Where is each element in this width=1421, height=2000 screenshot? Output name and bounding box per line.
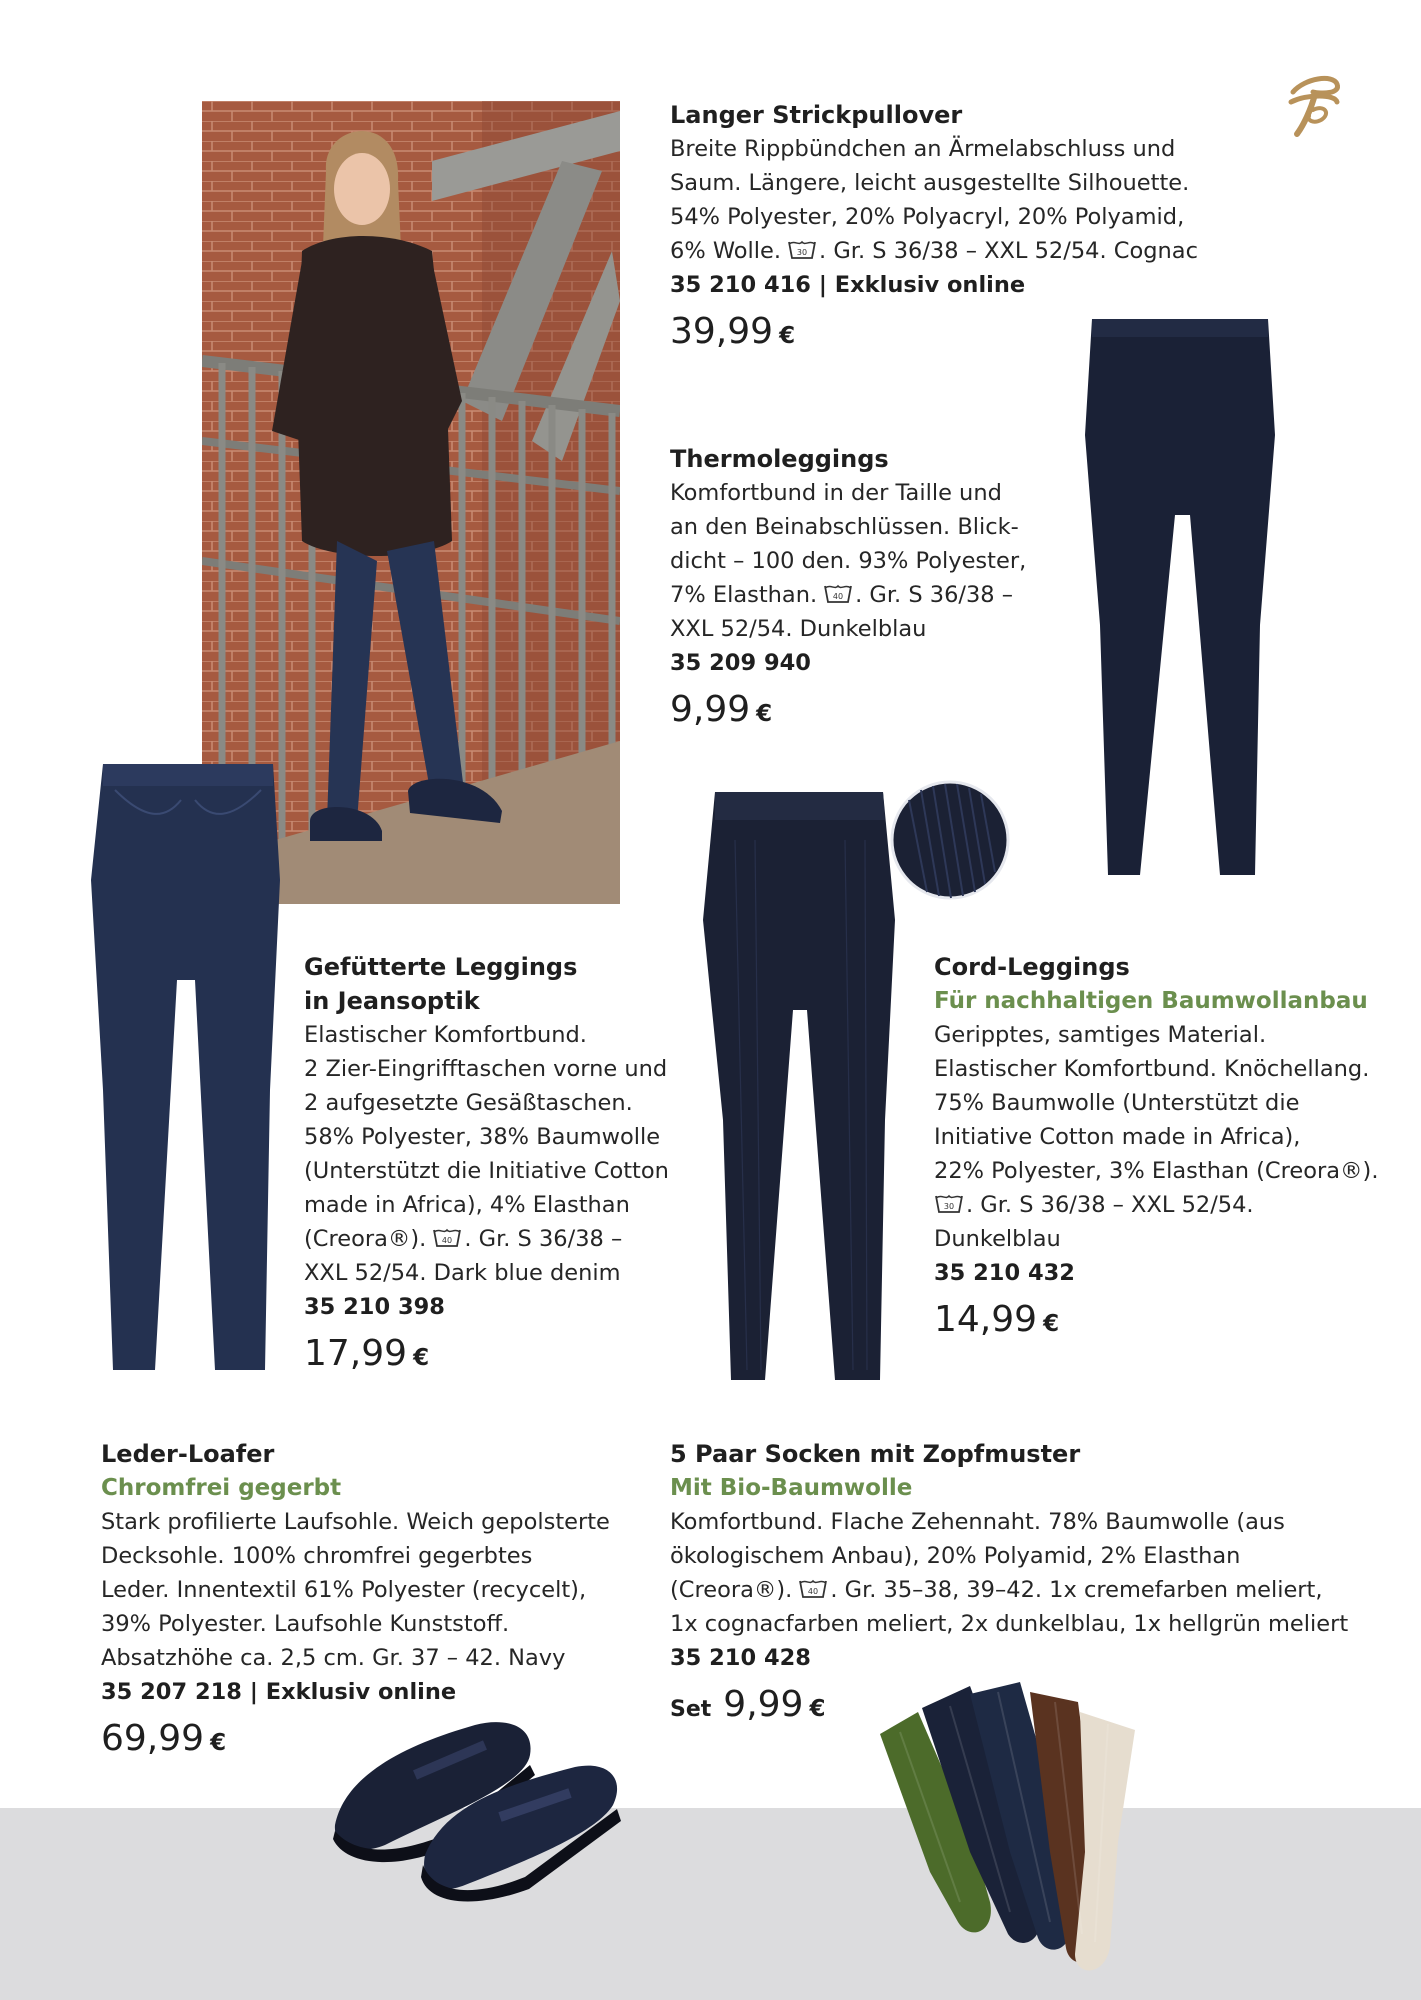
- svg-text:30: 30: [943, 1202, 955, 1211]
- thermo-sku: 35 209 940: [670, 650, 811, 676]
- jeans-price: 17,99 €: [304, 1333, 430, 1374]
- loafer-price: 69,99 €: [101, 1718, 227, 1759]
- loafer-image: [325, 1705, 625, 1905]
- tchibo-logo-icon: [1285, 70, 1345, 140]
- svg-text:40: 40: [442, 1236, 453, 1245]
- svg-text:40: 40: [808, 1587, 819, 1596]
- svg-text:30: 30: [796, 248, 808, 257]
- socks-subtitle: Mit Bio-Baumwolle: [670, 1475, 913, 1501]
- loafer-sku: 35 207 218 | Exklusiv online: [101, 1679, 457, 1705]
- socks-price: Set 9,99 €: [670, 1684, 826, 1725]
- cord-description: Geripptes, samtiges Material. Elastischer Komfortbund. Knöchellang. 75% Baumwolle (Unterstützt die Initiative Cotton made in Africa), 22% Polyester, 3% Elasthan (Creora®). 30 . Gr. S 36/38 – XXL 52/54. Dunkelblau: [934, 1022, 1379, 1252]
- jeans-title-line-1: Gefütterte Leggings: [304, 953, 578, 981]
- jeans-title-line-2: in Jeansoptik: [304, 987, 480, 1015]
- cord-sku: 35 210 432: [934, 1260, 1075, 1286]
- loafer-subtitle: Chromfrei gegerbt: [101, 1475, 342, 1501]
- jeans-leggings-image: [85, 760, 285, 1375]
- pullover-sku: 35 210 416 | Exklusiv online: [670, 272, 1026, 298]
- product-jeans-leggings: [304, 950, 684, 1376]
- thermoleggings-image: [1080, 315, 1280, 885]
- wash-30-icon: [787, 238, 817, 260]
- product-cord-leggings: [934, 950, 1394, 1342]
- thermo-price: 9,99 €: [670, 689, 773, 730]
- socks-sku: 35 210 428: [670, 1645, 811, 1671]
- socks-description: Komfortbund. Flache Zehennaht. 78% Baumwolle (aus ökologischem Anbau), 20% Polyamid, 2% Elasthan (Creora®). 40 . Gr. 35–38, 39–42. 1x cremefarben meliert, 1x cognacfarben meliert, 2x dunkelblau, 1x hellgrün meliert: [670, 1509, 1349, 1637]
- thermo-title: Thermoleggings: [670, 445, 889, 473]
- cord-subtitle: Für nachhaltigen Baumwollanbau: [934, 988, 1368, 1014]
- loafer-title: Leder-Loafer: [101, 1440, 275, 1468]
- cord-title: Cord-Leggings: [934, 953, 1130, 981]
- pullover-price: 39,99 €: [670, 311, 796, 352]
- socks-image: [870, 1672, 1210, 1990]
- wash-40-icon: [798, 1577, 828, 1599]
- wash-40-icon: [823, 582, 853, 604]
- jeans-sku: 35 210 398: [304, 1294, 445, 1320]
- wash-30-icon: [934, 1192, 964, 1214]
- pullover-title: Langer Strickpullover: [670, 101, 963, 129]
- product-thermoleggings: [670, 442, 1050, 732]
- cord-price: 14,99 €: [934, 1299, 1060, 1340]
- loafer-description: Stark profilierte Laufsohle. Weich gepolsterte Decksohle. 100% chromfrei gegerbtes Leder. Innentextil 61% Polyester (recycelt), 39% Polyester. Laufsohle Kunststoff. Absatzhöhe ca. 2,5 cm. Gr. 37 – 42. Navy: [101, 1509, 610, 1671]
- socks-title: 5 Paar Socken mit Zopfmuster: [670, 1440, 1081, 1468]
- pullover-description: Breite Rippbündchen an Ärmelabschluss und Saum. Längere, leicht ausgestellte Silhouette. 54% Polyester, 20% Polyacryl, 20% Polyamid, 6% Wolle. 30 . Gr. S 36/38 – XXL 52/54. Cognac: [670, 136, 1198, 264]
- thermo-description: Komfortbund in der Taille und an den Beinabschlüssen. Blick- dicht – 100 den. 93% Polyester, 7% Elasthan. 40 . Gr. S 36/38 – XXL 52/54. Dunkelblau: [670, 480, 1027, 642]
- wash-40-icon: [432, 1226, 462, 1248]
- svg-text:40: 40: [833, 592, 844, 601]
- jeans-description: Elastischer Komfortbund. 2 Zier-Eingrifftaschen vorne und 2 aufgesetzte Gesäßtaschen. 58% Polyester, 38% Baumwolle (Unterstützt die Initiative Cotton made in Africa), 4% Elasthan (Creora®). 40 . Gr. S 36/38 – XXL 52/54. Dark blue denim: [304, 1022, 669, 1286]
